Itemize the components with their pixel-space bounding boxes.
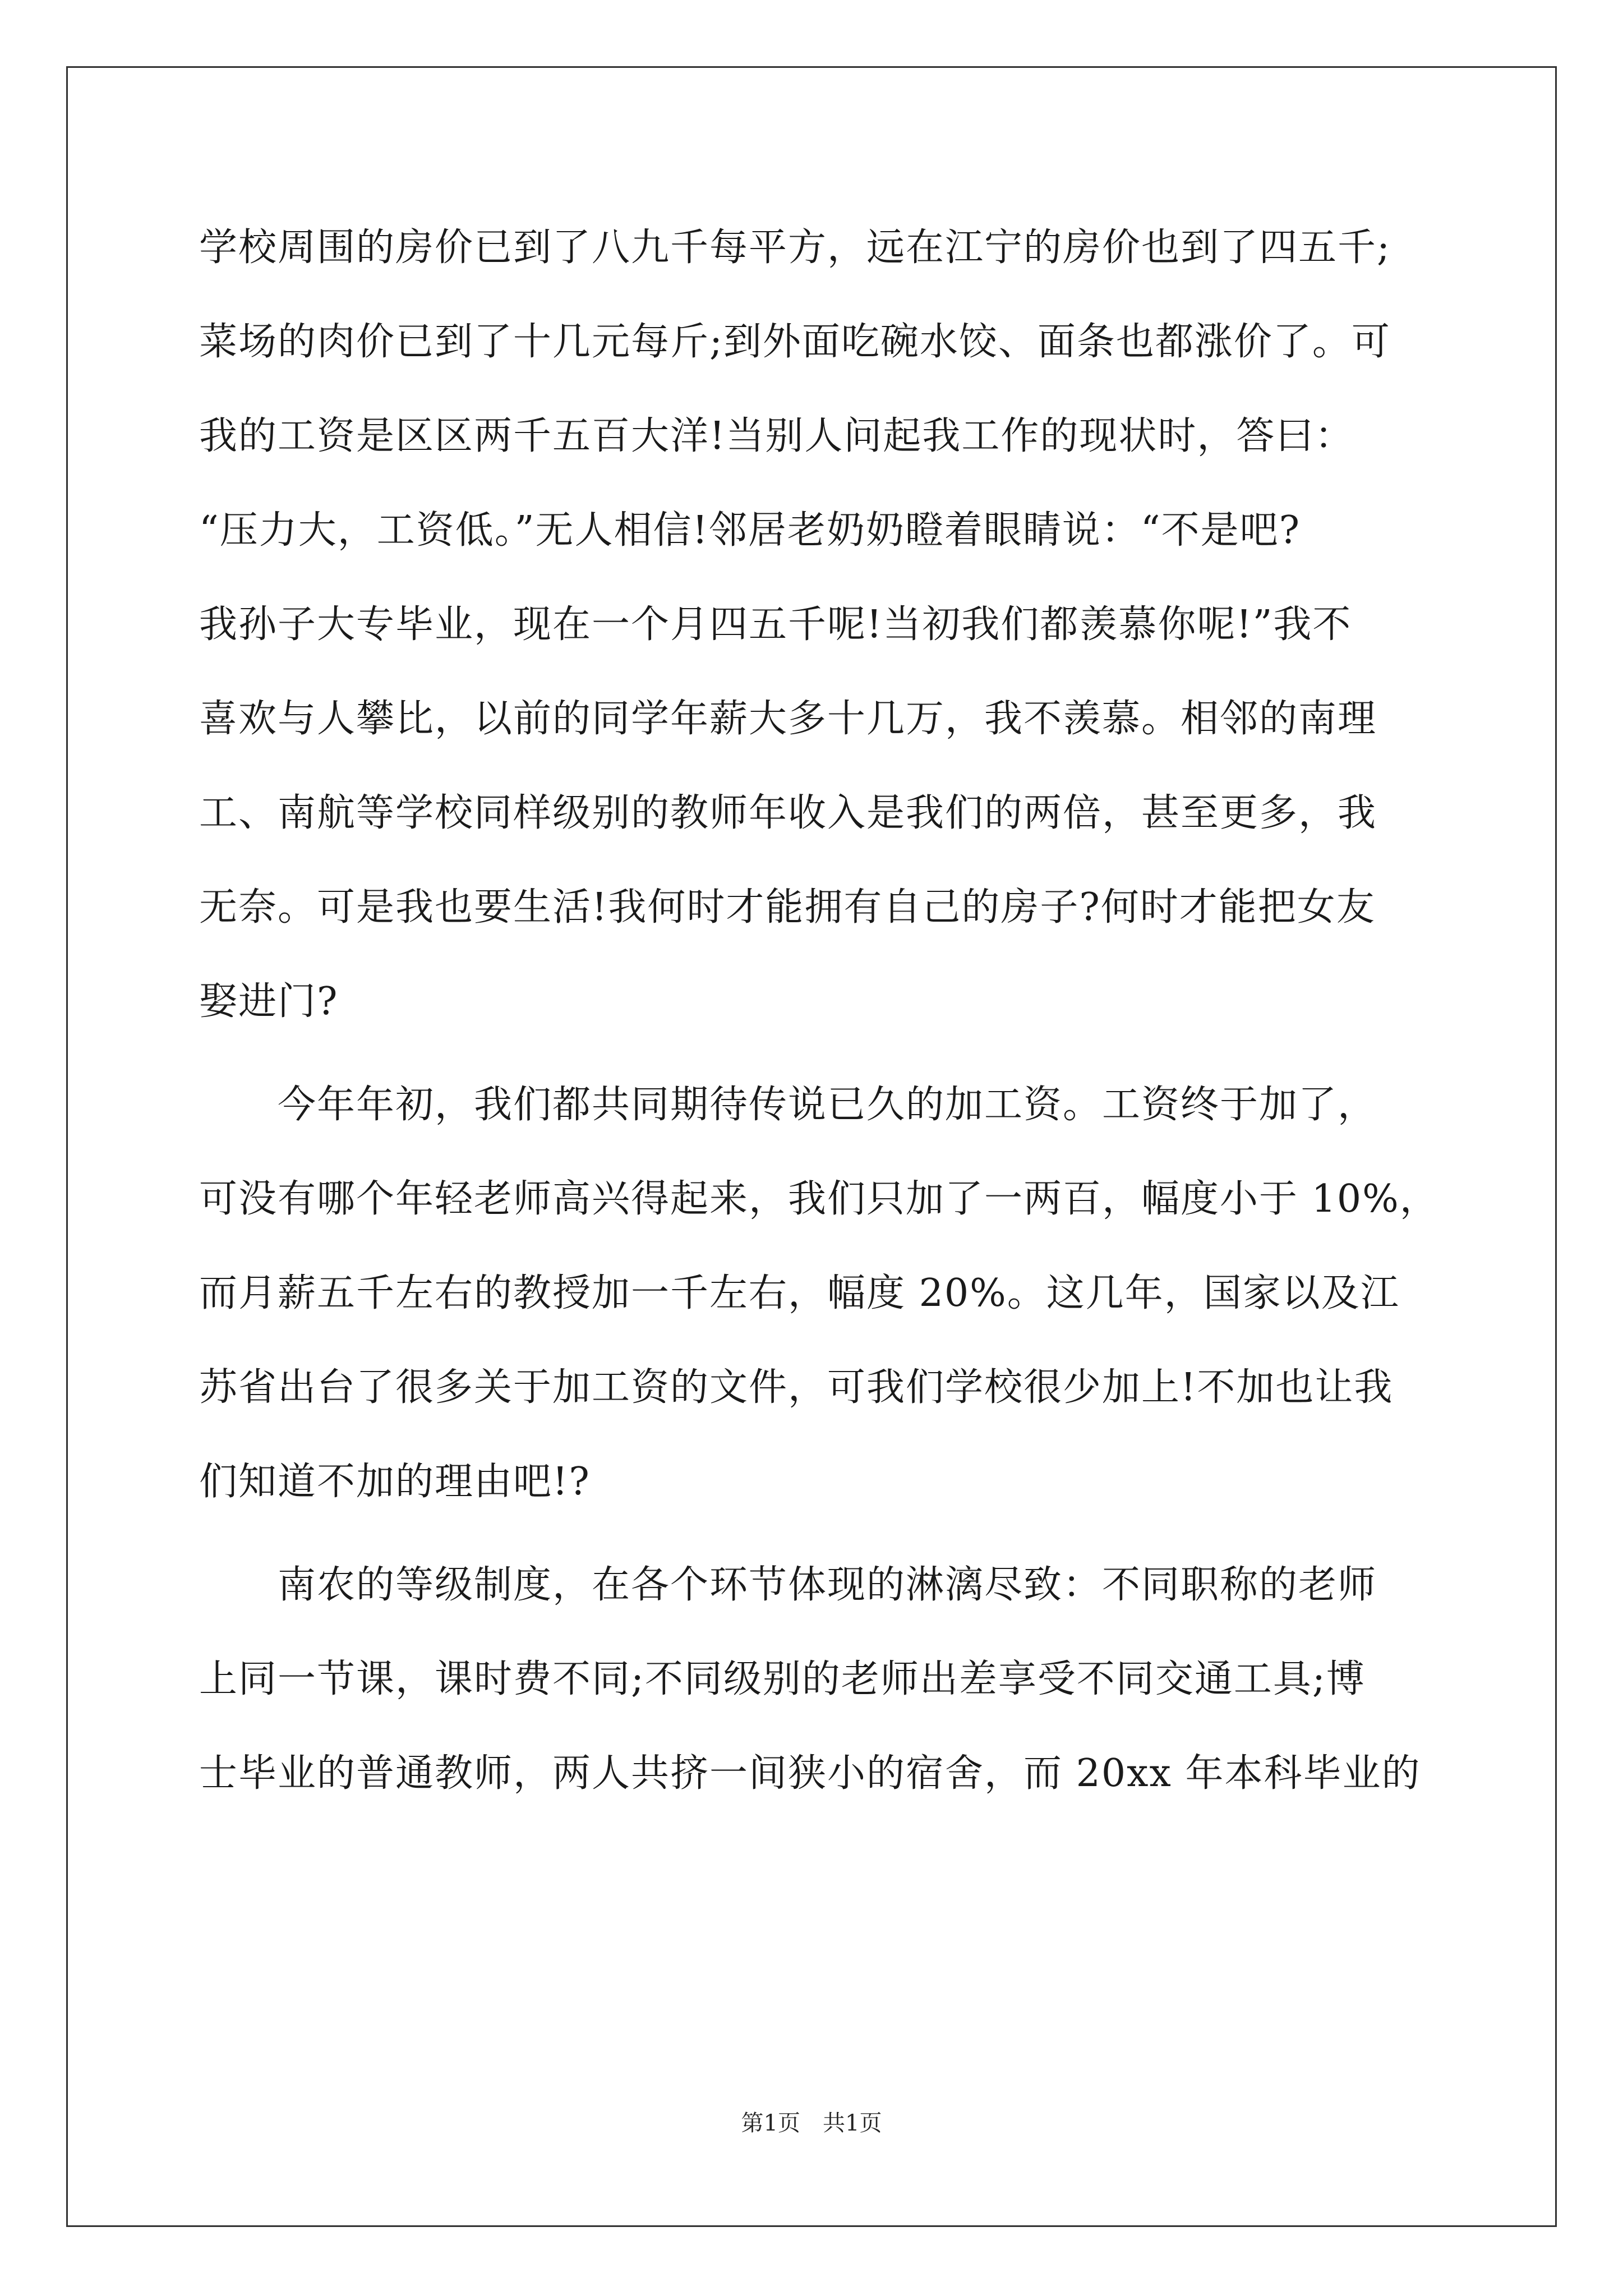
- text-line: 上同一节课，课时费不同;不同级别的老师出差享受不同交通工具;博: [199, 1657, 1366, 1701]
- text-line: 我的工资是区区两千五百大洋!当别人问起我工作的现状时，答曰：: [199, 414, 1354, 458]
- text-line: 而月薪五千左右的教授加一千左右，幅度 20%。这几年，国家以及江: [199, 1271, 1400, 1315]
- text-line: 娶进门?: [199, 979, 339, 1024]
- text-line: 工、南航等学校同样级别的教师年收入是我们的两倍，甚至更多，我: [199, 791, 1377, 835]
- page-border: [66, 66, 1557, 2227]
- text-line: 可没有哪个年轻老师高兴得起来，我们只加了一两百，幅度小于 10%，: [199, 1177, 1439, 1221]
- text-line: “压力大，工资低。”无人相信!邻居老奶奶瞪着眼睛说：“不是吧?: [199, 508, 1301, 553]
- text-line: 苏省出台了很多关于加工资的文件，可我们学校很少加上!不加也让我: [199, 1365, 1394, 1410]
- text-line: 喜欢与人攀比，以前的同学年薪大多十几万，我不羡慕。相邻的南理: [199, 697, 1377, 741]
- text-line: 学校周围的房价已到了八九千每平方，远在江宁的房价也到了四五千;: [199, 226, 1391, 270]
- text-line: 士毕业的普通教师，两人共挤一间狭小的宿舍，而 20xx 年本科毕业的: [199, 1751, 1421, 1796]
- page-number: 第1页 共1页: [741, 2110, 882, 2136]
- text-line: 们知道不加的理由吧!?: [199, 1460, 591, 1504]
- text-line: 无奈。可是我也要生活!我何时才能拥有自己的房子?何时才能把女友: [199, 885, 1376, 930]
- text-line: 南农的等级制度，在各个环节体现的淋漓尽致：不同职称的老师: [199, 1563, 1377, 1607]
- text-line: 菜场的肉价已到了十几元每斤;到外面吃碗水饺、面条也都涨价了。可: [199, 320, 1391, 364]
- text-line: 我孙子大专毕业，现在一个月四五千呢!当初我们都羡慕你呢!”我不: [199, 602, 1352, 647]
- text-line: 今年年初，我们都共同期待传说已久的加工资。工资终于加了，: [199, 1083, 1377, 1127]
